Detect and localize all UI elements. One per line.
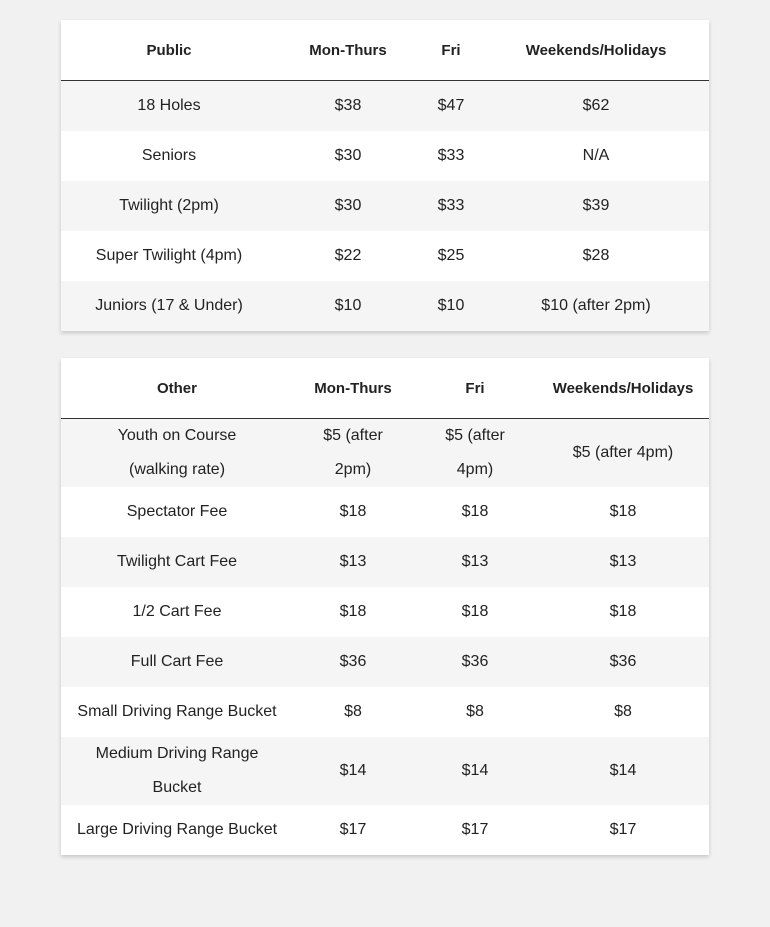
table-cell: $18 — [461, 603, 489, 620]
table-cell: Super Twilight (4pm) — [95, 247, 243, 264]
column-header: Weekends/Holidays — [483, 20, 709, 81]
table-cell: $33 — [437, 197, 465, 214]
table-cell: $47 — [437, 97, 465, 114]
table-cell: $5 (after 4pm) — [445, 427, 505, 478]
table-cell: $36 — [461, 653, 489, 670]
table-cell: $18 — [339, 603, 367, 620]
table-cell: $8 — [344, 703, 362, 720]
table-row — [61, 587, 709, 637]
table-cell: Large Driving Range Bucket — [76, 821, 278, 838]
table-cell: $36 — [609, 653, 637, 670]
table-cell: $22 — [334, 247, 362, 264]
table-cell: $18 — [609, 503, 637, 520]
public-rates-table-card — [61, 20, 709, 331]
column-header: Weekends/Holidays — [537, 358, 709, 419]
table-cell: $13 — [461, 553, 489, 570]
column-header: Other — [61, 358, 293, 419]
table-cell: $17 — [609, 821, 637, 838]
table-cell: $8 — [466, 703, 484, 720]
table-cell: $14 — [461, 762, 489, 779]
table-cell: $38 — [334, 97, 362, 114]
table-cell: $30 — [334, 197, 362, 214]
other-fees-table-card — [61, 358, 709, 855]
table-cell: $14 — [609, 762, 637, 779]
column-header: Mon-Thurs — [293, 358, 413, 419]
table-header-row — [61, 20, 709, 81]
table-row — [61, 131, 709, 181]
table-row — [61, 81, 709, 132]
table-cell: $18 — [461, 503, 489, 520]
column-header: Fri — [419, 20, 483, 81]
table-cell: Twilight (2pm) — [119, 197, 219, 214]
table-cell: $33 — [437, 147, 465, 164]
column-header: Mon-Thurs — [277, 20, 419, 81]
table-cell: Twilight Cart Fee — [116, 553, 238, 570]
table-cell: $36 — [339, 653, 367, 670]
table-cell: $17 — [339, 821, 367, 838]
table-cell: $39 — [582, 197, 610, 214]
table-cell: Small Driving Range Bucket — [77, 703, 277, 720]
table-cell: $10 — [334, 297, 362, 314]
table-row — [61, 281, 709, 331]
table-cell: Spectator Fee — [126, 503, 228, 520]
table-cell: $18 — [339, 503, 367, 520]
table-cell: N/A — [582, 147, 610, 164]
column-header: Public — [61, 20, 277, 81]
table-cell: $8 — [614, 703, 632, 720]
table-row — [61, 805, 709, 855]
table-cell: $10 (after 2pm) — [541, 297, 651, 314]
table-cell: $25 — [437, 247, 465, 264]
other-fees-table — [61, 358, 709, 855]
table-row — [61, 181, 709, 231]
public-rates-table — [61, 20, 709, 331]
table-cell: $5 (after 4pm) — [572, 444, 674, 461]
table-cell: $14 — [339, 762, 367, 779]
table-cell: $17 — [461, 821, 489, 838]
table-row — [61, 537, 709, 587]
table-row — [61, 419, 709, 488]
table-cell: Juniors (17 & Under) — [95, 297, 243, 314]
table-header-row — [61, 358, 709, 419]
table-cell: $13 — [339, 553, 367, 570]
table-cell: $13 — [609, 553, 637, 570]
table-cell: $18 — [609, 603, 637, 620]
table-cell: $28 — [582, 247, 610, 264]
table-row — [61, 687, 709, 737]
table-cell: Full Cart Fee — [130, 653, 224, 670]
table-cell: 18 Holes — [137, 97, 201, 114]
table-cell: Seniors — [141, 147, 197, 164]
table-row — [61, 487, 709, 537]
table-row — [61, 231, 709, 281]
table-row — [61, 737, 709, 805]
table-cell: $10 — [437, 297, 465, 314]
table-row — [61, 637, 709, 687]
table-cell: $30 — [334, 147, 362, 164]
table-cell: Medium Driving Range Bucket — [95, 745, 259, 796]
table-cell: $62 — [582, 97, 610, 114]
column-header: Fri — [413, 358, 537, 419]
table-cell: Youth on Course (walking rate) — [117, 427, 237, 478]
table-cell: 1/2 Cart Fee — [132, 603, 222, 620]
table-cell: $5 (after 2pm) — [323, 427, 383, 478]
